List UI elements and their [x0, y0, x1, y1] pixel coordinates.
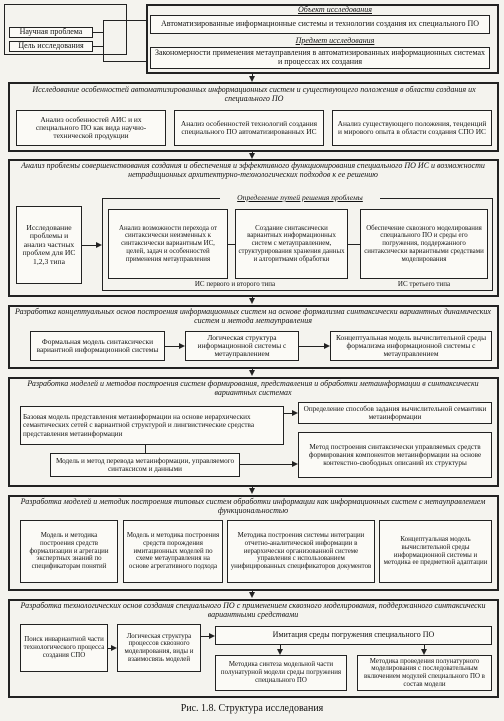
block3-box-2: Логическая структура информационной системы с метауправлением: [185, 331, 299, 361]
block4-right-top-box: Определение способов задания вычислительной семантики метаинформации: [298, 402, 492, 424]
block2-box-1: Анализ возможности перехода от синтаксически неизменных к синтаксически вариантным ИС, целей, задач и особенностей применения метауправления: [108, 209, 228, 279]
block1-box-1: Анализ особенностей АИС и их специального ПО как вида научно-технической продукции: [16, 110, 166, 146]
block1-box-3: Анализ существующего положения, тенденций и мирового опыта в области создания СПО ИС: [332, 110, 492, 146]
block1-title: Исследование особенностей автоматизированных информационных систем и существующего положения в области создания их специального ПО: [32, 85, 476, 103]
block6-sim-box: Имитация среды погружения специального ПО: [215, 626, 492, 645]
block5-title: Разработка моделей и методик построения типовых систем обработки информации как информационных систем с метауправлением функциональностью: [20, 497, 486, 515]
subject-box: Закономерности применения метауправления в автоматизированных информационных системах и процессах их создания: [150, 47, 490, 69]
block5-box-2: Модель и методика построения средств порождения имитационных моделей по схеме метауправления на основе агрегативного подхода: [123, 520, 223, 583]
block4-left-bottom-box: Модель и метод перевода метаинформации, управляемого синтаксисом и данными: [50, 453, 240, 477]
block5-box-3: Методика построения системы интеграции отчетно-аналитической информации в иерархически организованной системе управления с использованием унифицированных спецификаторов документов: [227, 520, 375, 583]
goal-box: Цель исследования: [9, 41, 93, 52]
block3-title: Разработка концептуальных основ построения информационных систем на основе формализма синтаксически вариантных динамических систем и метода метауправления: [15, 307, 491, 325]
label-is3: ИС третьего типа: [397, 280, 451, 288]
science-problem-box: Научная проблема: [9, 27, 93, 38]
block6-left-box-2: Логическая структура процессов сквозного моделирования, виды и взаимосвязь моделей: [117, 624, 201, 672]
figure-caption: Рис. 1.8. Структура исследования: [180, 703, 324, 714]
block6-method-box-2: Методика проведения полунатурного моделирования с последовательным включением модулей специального ПО в состав модели: [357, 655, 492, 691]
block4-left-top-box: Базовая модель представления метаинформации на основе иерархических семантических сетей с вариантной структурой и лингвистические средства представления метаинформации: [20, 406, 284, 445]
block2-title: Анализ проблемы совершенствования создания и обеспечения и эффективного функционирования специального ПО ИС и возможности нетрадиционных архитектурно-технологических подходов к ее решению: [21, 161, 485, 179]
block2-box-3: Обеспечение сквозного моделирования специального ПО и среды его погружения, поддержанного синтаксически вариантными средствами моделирования: [360, 209, 488, 279]
block2-left-box: Исследование проблемы и анализ частных проблем для ИС 1,2,3 типа: [16, 206, 82, 284]
ways-title: Определение путей решения проблемы: [220, 194, 380, 202]
label-is12: ИС первого и второго типа: [194, 280, 276, 288]
block3-box-3: Концептуальная модель вычислительной среды формализма информационной системы с метауправлением: [330, 331, 492, 361]
block4-title: Разработка моделей и методов построения систем формирования, представления и обработки метаинформации в синтаксически вариантных системах: [27, 379, 479, 397]
block4-right-bottom-box: Метод построения синтаксически управляемых средств формирования компонентов метаинформации на основе контекстно-свободных описаний их структуры: [298, 432, 492, 478]
block5-box-4: Концептуальная модель вычислительной среды информационной системы и методика ее предметной адаптации: [379, 520, 492, 583]
block6-title: Разработка технологических основ создания специального ПО с применением сквозного моделирования, поддержанного синтаксически вариантными средствами: [20, 601, 486, 619]
subject-title: Предмет исследования: [295, 36, 375, 45]
block1-box-2: Анализ особенностей технологий создания специального ПО автоматизированных ИС: [174, 110, 324, 146]
block5-box-1: Модель и методика построения средств формализации и агрегации экспертных знаний по спецификаторам понятий: [20, 520, 118, 583]
object-box: Автоматизированные информационные системы и технологии создания их специального ПО: [150, 15, 490, 34]
block6-method-box-1: Методика синтеза модельной части полунатурной модели среды погружения специального ПО: [215, 655, 347, 691]
object-title: Объект исследования: [297, 5, 372, 14]
block3-box-1: Формальная модель синтаксически вариантной информационной системы: [30, 331, 165, 361]
block6-left-box-1: Поиск инвариантной части технологического процесса создания СПО: [20, 624, 108, 672]
block2-box-2: Создание синтаксически вариантных информационных систем с метауправлением, структурирования хранения данных и алгоритмами обработки: [235, 209, 348, 279]
